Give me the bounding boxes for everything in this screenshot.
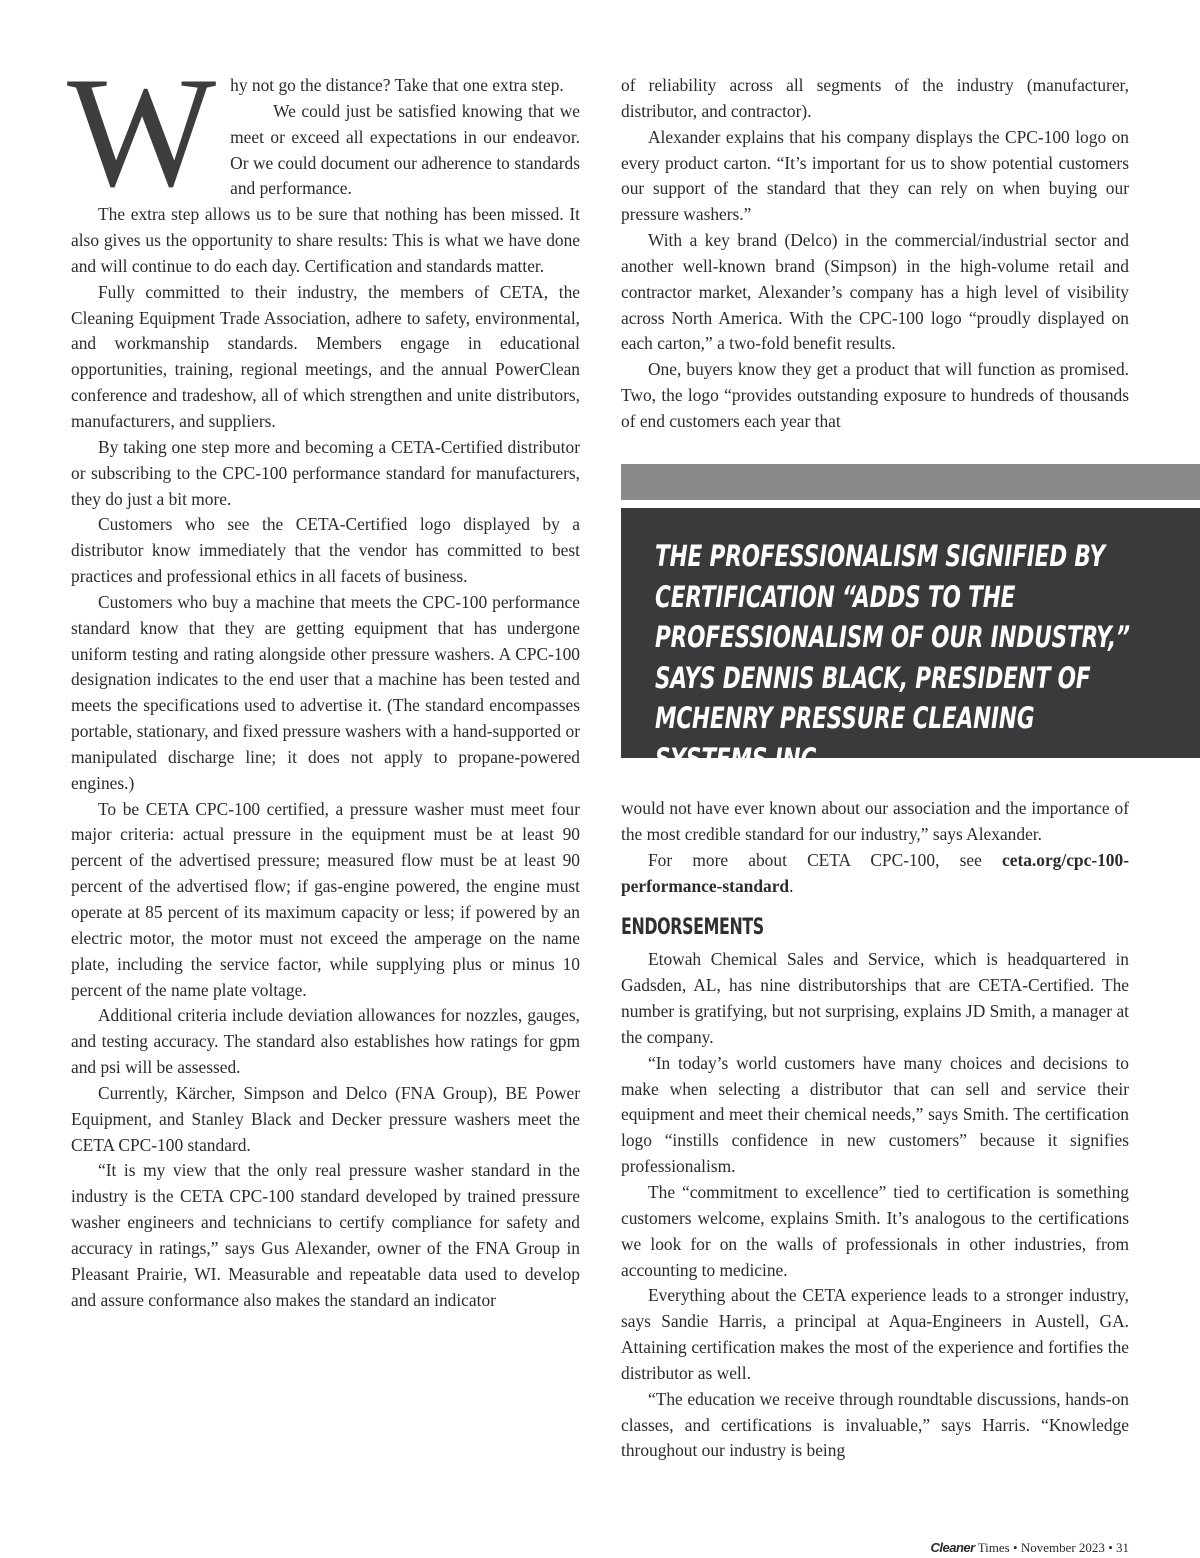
footer-brand: Cleaner [930,1540,975,1555]
body-paragraph: To be CETA CPC-100 certified, a pressure washer must meet four major criteria: actual pressure in the equipment must be at least 90 percent of the advertised pressure; measured flow must be at least 90 percent of the advertised flow; if gas-engine powered, the engine must operate at 85 percent of its maximum capacity or less; if powered by an electric motor, the motor must not exceed the amperage on the name plate, including the service factor, while supplying plus or minus 10 percent of the name plate voltage. [71,798,580,1000]
body-paragraph: We could just be satisfied knowing that we meet or exceed all expectations in our endeavor. Or we could document our adherence to standards and performance. [230,100,580,199]
more-info-suffix: . [789,875,794,896]
body-paragraph: of reliability across all segments of the industry (manufacturer, distributor, and contractor). [621,75,1129,121]
right-column-top [621,73,1129,435]
page-footer [930,1540,1129,1556]
body-paragraph: Fully committed to their industry, the members of CETA, the Cleaning Equipment Trade Association, adhere to safety, environmental, and workmanship standards. Members engage in educational opportunities, training, regional meetings, and the annual PowerClean conference and tradeshow, all of which strengthen and unite distributors, manufacturers, and suppliers. [71,281,580,431]
right-column-bottom [621,796,1129,1464]
body-paragraph: Alexander explains that his company displays the CPC-100 logo on every product carton. “It’s important for us to show potential customers our support of the standard that they can rely on when buying our pressure washers.” [621,126,1129,225]
left-column [67,45,580,1314]
body-paragraph: Additional criteria include deviation allowances for nozzles, gauges, and testing accuracy. The standard also establishes how ratings for gpm and psi will be assessed. [71,1005,580,1078]
pull-quote-bar [621,464,1200,500]
body-paragraph: Currently, Kärcher, Simpson and Delco (FNA Group), BE Power Equipment, and Stanley Black and Decker pressure washers meet the CETA CPC-100 standard. [71,1082,580,1155]
footer-separator: • [1108,1540,1113,1555]
body-paragraph: The “commitment to excellence” tied to certification is something customers welcome, explains Smith. It’s analogous to the certifications we look for on the walls of professionals in other industries, from accounting to medicine. [621,1181,1129,1280]
body-paragraph: “It is my view that the only real pressure washer standard in the industry is the CETA CPC-100 standard developed by trained pressure washer engineers and technicians to certify compliance for safety and accuracy in ratings,” says Gus Alexander, owner of the FNA Group in Pleasant Prairie, WI. Measurable and repeatable data used to develop and assure conformance also makes the standard an indicator [71,1160,580,1310]
more-info-prefix: For more about CETA CPC-100, see [648,849,1002,870]
drop-cap: W [67,45,217,220]
pull-quote-text: THE PROFESSIONALISM SIGNIFIED BY CERTIFICATION “ADDS TO THE PROFESSIONALISM OF OUR INDUSTRY,” SAYS DENNIS BLACK, PRESIDENT OF MCHENRY PRESSURE CLEANING SYSTEMS INC. [655,539,1130,776]
body-paragraph: “The education we receive through roundtable discussions, hands-on classes, and certifications is invaluable,” says Harris. “Knowledge throughout our industry is being [621,1388,1129,1461]
footer-magazine: Times [977,1540,1010,1555]
body-paragraph: Everything about the CETA experience leads to a stronger industry, says Sandie Harris, a principal at Aqua-Engineers in Austell, GA. Attaining certification makes the most of the experience and fortifies the distributor as well. [621,1285,1129,1383]
body-paragraph: With a key brand (Delco) in the commercial/industrial sector and another well-known brand (Simpson) in the high-volume retail and contractor market, Alexander’s company has a high level of visibility across North America. With the CPC-100 logo “proudly displayed on each carton,” a two-fold benefit results. [621,230,1129,354]
more-info-link[interactable]: ceta.org/cpc-100-performance-standard [621,849,1129,896]
body-paragraph: would not have ever known about our association and the importance of the most credible standard for our industry,” says Alexander. [621,798,1129,844]
body-paragraph: “In today’s world customers have many choices and decisions to make when selecting a distributor that can sell and service their equipment and meet their chemical needs,” says Smith. The certification logo “instills confidence in new customers” because it signifies professionalism. [621,1052,1129,1177]
body-paragraph: Customers who see the CETA-Certified logo displayed by a distributor know immediately that the vendor has committed to best practices and professional ethics in all facets of business. [71,514,580,587]
body-paragraph: The extra step allows us to be sure that nothing has been missed. It also gives us the opportunity to share results: This is what we have done and will continue to do each day. Certification and standards matter. [71,204,580,276]
body-paragraph: Customers who buy a machine that meets the CPC-100 performance standard know that they are getting equipment that has undergone uniform testing and rating alongside other pressure washers. A CPC-100 designation indicates to the end user that a machine has been tested and meets the specifications used to advertise it. (The standard encompasses portable, stationary, and fixed pressure washers with a hand-supported or manipulated discharge line; it does not apply to propane-powered engines.) [71,591,580,793]
footer-separator: • [1013,1540,1018,1555]
footer-issue: November 2023 [1020,1540,1105,1555]
pull-quote-box [621,508,1200,776]
more-info-paragraph [621,848,1129,900]
body-paragraph: Etowah Chemical Sales and Service, which is headquartered in Gadsden, AL, has nine distributorships that are CETA-Certified. The number is gratifying, but not surprising, explains JD Smith, a manager at the company. [621,949,1129,1047]
body-paragraph: hy not go the distance? Take that one extra step. [230,75,564,95]
body-paragraph: By taking one step more and becoming a CETA-Certified distributor or subscribing to the CPC-100 performance standard for manufacturers, they do just a bit more. [71,436,580,509]
body-paragraph: One, buyers know they get a product that will function as promised. Two, the logo “provides outstanding exposure to hundreds of thousands of end customers each year that [621,359,1129,431]
section-heading: ENDORSEMENTS [621,915,764,941]
page-number: 31 [1116,1540,1129,1555]
